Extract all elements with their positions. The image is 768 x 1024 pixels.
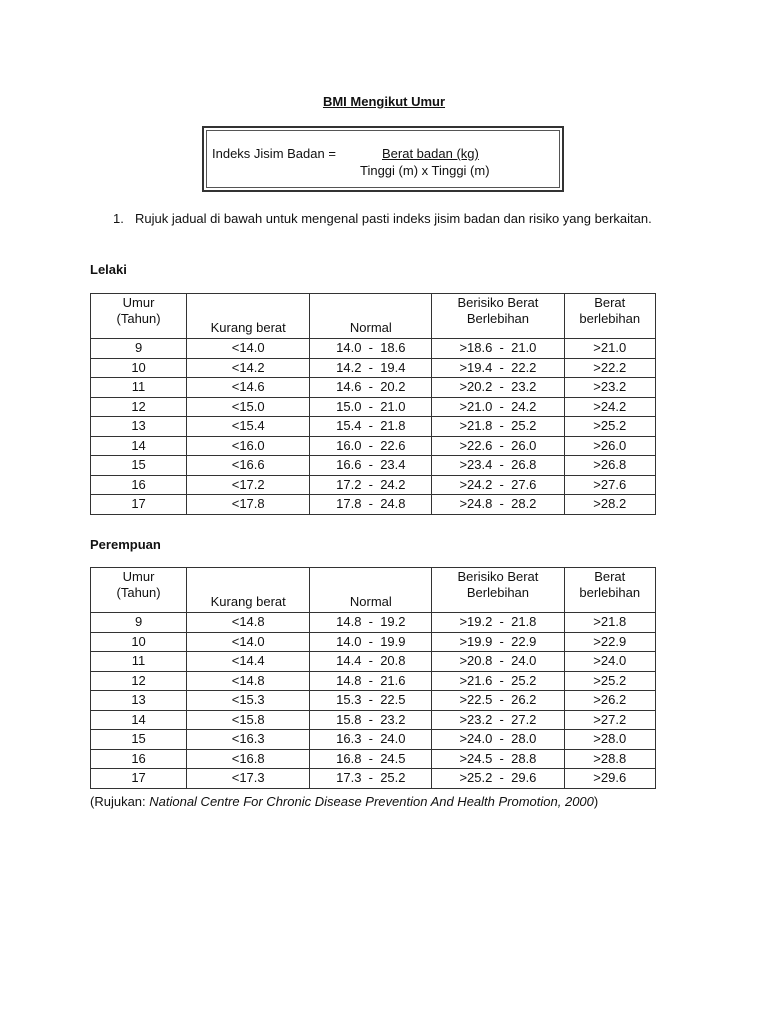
cell-normal: 17.2 - 24.2 bbox=[310, 475, 432, 495]
cell-age: 16 bbox=[91, 475, 187, 495]
cell-normal: 16.8 - 24.5 bbox=[310, 749, 432, 769]
cell-risk: >18.6 - 21.0 bbox=[432, 339, 564, 359]
cell-overweight: >25.2 bbox=[564, 671, 656, 691]
cell-age: 11 bbox=[91, 378, 187, 398]
cell-normal: 15.3 - 22.5 bbox=[310, 691, 432, 711]
cell-normal: 16.0 - 22.6 bbox=[310, 436, 432, 456]
cell-overweight: >27.2 bbox=[564, 710, 656, 730]
header-risk: Berisiko Berat Berlebihan bbox=[432, 294, 564, 339]
cell-underweight: <16.8 bbox=[187, 749, 310, 769]
formula-numerator: Berat badan (kg) bbox=[382, 146, 479, 161]
cell-risk: >19.4 - 22.2 bbox=[432, 358, 564, 378]
cell-underweight: <14.8 bbox=[187, 613, 310, 633]
cell-age: 15 bbox=[91, 730, 187, 750]
header-age: Umur (Tahun) bbox=[91, 568, 187, 613]
cell-overweight: >29.6 bbox=[564, 769, 656, 789]
bmi-formula-box bbox=[202, 126, 564, 192]
cell-normal: 16.3 - 24.0 bbox=[310, 730, 432, 750]
cell-underweight: <15.3 bbox=[187, 691, 310, 711]
reference-suffix: ) bbox=[593, 794, 599, 809]
cell-age: 17 bbox=[91, 769, 187, 789]
cell-underweight: <15.0 bbox=[187, 397, 310, 417]
note-number: 1. bbox=[113, 211, 124, 226]
cell-age: 12 bbox=[91, 397, 187, 417]
formula-denominator: Tinggi (m) x Tinggi (m) bbox=[360, 163, 490, 178]
cell-underweight: <14.0 bbox=[187, 339, 310, 359]
cell-age: 9 bbox=[91, 339, 187, 359]
reference-source: National Centre For Chronic Disease Prevention And Health Promotion, 2000 bbox=[149, 794, 594, 809]
table-row bbox=[91, 378, 656, 398]
cell-age: 13 bbox=[91, 417, 187, 437]
table-header-row bbox=[91, 294, 656, 339]
male-table-body bbox=[91, 339, 656, 515]
cell-underweight: <16.3 bbox=[187, 730, 310, 750]
reference-note bbox=[90, 794, 598, 809]
cell-underweight: <17.2 bbox=[187, 475, 310, 495]
cell-underweight: <16.6 bbox=[187, 456, 310, 476]
cell-normal: 14.0 - 18.6 bbox=[310, 339, 432, 359]
cell-overweight: >22.9 bbox=[564, 632, 656, 652]
cell-age: 12 bbox=[91, 671, 187, 691]
table-row bbox=[91, 358, 656, 378]
cell-underweight: <14.2 bbox=[187, 358, 310, 378]
cell-underweight: <15.8 bbox=[187, 710, 310, 730]
cell-normal: 14.8 - 19.2 bbox=[310, 613, 432, 633]
header-underweight: Kurang berat bbox=[187, 294, 310, 339]
header-overweight: Berat berlebihan bbox=[564, 568, 656, 613]
cell-risk: >24.2 - 27.6 bbox=[432, 475, 564, 495]
cell-normal: 14.0 - 19.9 bbox=[310, 632, 432, 652]
table-row bbox=[91, 749, 656, 769]
cell-underweight: <15.4 bbox=[187, 417, 310, 437]
cell-underweight: <17.8 bbox=[187, 495, 310, 515]
table-row bbox=[91, 456, 656, 476]
cell-overweight: >28.0 bbox=[564, 730, 656, 750]
cell-age: 11 bbox=[91, 652, 187, 672]
cell-risk: >25.2 - 29.6 bbox=[432, 769, 564, 789]
cell-age: 9 bbox=[91, 613, 187, 633]
cell-age: 16 bbox=[91, 749, 187, 769]
table-row bbox=[91, 652, 656, 672]
male-heading: Lelaki bbox=[90, 262, 127, 277]
cell-normal: 17.3 - 25.2 bbox=[310, 769, 432, 789]
page-title: BMI Mengikut Umur bbox=[322, 94, 446, 109]
cell-overweight: >26.0 bbox=[564, 436, 656, 456]
male-bmi-table bbox=[90, 293, 656, 515]
cell-overweight: >26.2 bbox=[564, 691, 656, 711]
cell-normal: 15.0 - 21.0 bbox=[310, 397, 432, 417]
cell-risk: >19.2 - 21.8 bbox=[432, 613, 564, 633]
cell-risk: >23.2 - 27.2 bbox=[432, 710, 564, 730]
cell-risk: >24.8 - 28.2 bbox=[432, 495, 564, 515]
cell-normal: 17.8 - 24.8 bbox=[310, 495, 432, 515]
cell-overweight: >23.2 bbox=[564, 378, 656, 398]
cell-risk: >21.6 - 25.2 bbox=[432, 671, 564, 691]
table-row bbox=[91, 417, 656, 437]
table-row bbox=[91, 769, 656, 789]
cell-age: 10 bbox=[91, 358, 187, 378]
header-risk: Berisiko Berat Berlebihan bbox=[432, 568, 564, 613]
header-age: Umur (Tahun) bbox=[91, 294, 187, 339]
cell-underweight: <16.0 bbox=[187, 436, 310, 456]
cell-risk: >24.5 - 28.8 bbox=[432, 749, 564, 769]
cell-overweight: >28.8 bbox=[564, 749, 656, 769]
cell-overweight: >24.0 bbox=[564, 652, 656, 672]
table-row bbox=[91, 495, 656, 515]
cell-underweight: <14.4 bbox=[187, 652, 310, 672]
table-row bbox=[91, 710, 656, 730]
cell-normal: 14.4 - 20.8 bbox=[310, 652, 432, 672]
cell-normal: 15.4 - 21.8 bbox=[310, 417, 432, 437]
cell-underweight: <17.3 bbox=[187, 769, 310, 789]
cell-age: 14 bbox=[91, 710, 187, 730]
cell-age: 17 bbox=[91, 495, 187, 515]
cell-underweight: <14.0 bbox=[187, 632, 310, 652]
cell-overweight: >21.8 bbox=[564, 613, 656, 633]
cell-risk: >20.8 - 24.0 bbox=[432, 652, 564, 672]
instruction-note bbox=[113, 210, 678, 227]
reference-prefix: (Rujukan: bbox=[90, 794, 150, 809]
cell-risk: >22.5 - 26.2 bbox=[432, 691, 564, 711]
cell-normal: 14.6 - 20.2 bbox=[310, 378, 432, 398]
female-heading: Perempuan bbox=[90, 537, 161, 552]
cell-underweight: <14.6 bbox=[187, 378, 310, 398]
female-table-body bbox=[91, 613, 656, 789]
header-overweight: Berat berlebihan bbox=[564, 294, 656, 339]
table-row bbox=[91, 632, 656, 652]
cell-normal: 14.8 - 21.6 bbox=[310, 671, 432, 691]
cell-risk: >24.0 - 28.0 bbox=[432, 730, 564, 750]
cell-risk: >20.2 - 23.2 bbox=[432, 378, 564, 398]
table-row bbox=[91, 436, 656, 456]
cell-age: 10 bbox=[91, 632, 187, 652]
header-underweight: Kurang berat bbox=[187, 568, 310, 613]
cell-risk: >23.4 - 26.8 bbox=[432, 456, 564, 476]
cell-risk: >21.0 - 24.2 bbox=[432, 397, 564, 417]
table-row bbox=[91, 730, 656, 750]
cell-overweight: >24.2 bbox=[564, 397, 656, 417]
cell-normal: 14.2 - 19.4 bbox=[310, 358, 432, 378]
cell-normal: 16.6 - 23.4 bbox=[310, 456, 432, 476]
table-row bbox=[91, 691, 656, 711]
table-row bbox=[91, 613, 656, 633]
cell-normal: 15.8 - 23.2 bbox=[310, 710, 432, 730]
cell-age: 15 bbox=[91, 456, 187, 476]
table-row bbox=[91, 475, 656, 495]
table-header-row bbox=[91, 568, 656, 613]
cell-overweight: >22.2 bbox=[564, 358, 656, 378]
cell-overweight: >28.2 bbox=[564, 495, 656, 515]
cell-risk: >19.9 - 22.9 bbox=[432, 632, 564, 652]
cell-underweight: <14.8 bbox=[187, 671, 310, 691]
cell-overweight: >21.0 bbox=[564, 339, 656, 359]
header-normal: Normal bbox=[310, 294, 432, 339]
note-text: Rujuk jadual di bawah untuk mengenal pasti indeks jisim badan dan risiko yang berkaitan. bbox=[135, 211, 652, 226]
cell-overweight: >25.2 bbox=[564, 417, 656, 437]
header-normal: Normal bbox=[310, 568, 432, 613]
female-bmi-table bbox=[90, 567, 656, 789]
cell-age: 13 bbox=[91, 691, 187, 711]
table-row bbox=[91, 339, 656, 359]
table-row bbox=[91, 671, 656, 691]
cell-age: 14 bbox=[91, 436, 187, 456]
cell-overweight: >27.6 bbox=[564, 475, 656, 495]
cell-risk: >22.6 - 26.0 bbox=[432, 436, 564, 456]
table-row bbox=[91, 397, 656, 417]
cell-risk: >21.8 - 25.2 bbox=[432, 417, 564, 437]
cell-overweight: >26.8 bbox=[564, 456, 656, 476]
formula-lhs: Indeks Jisim Badan = bbox=[212, 146, 336, 161]
